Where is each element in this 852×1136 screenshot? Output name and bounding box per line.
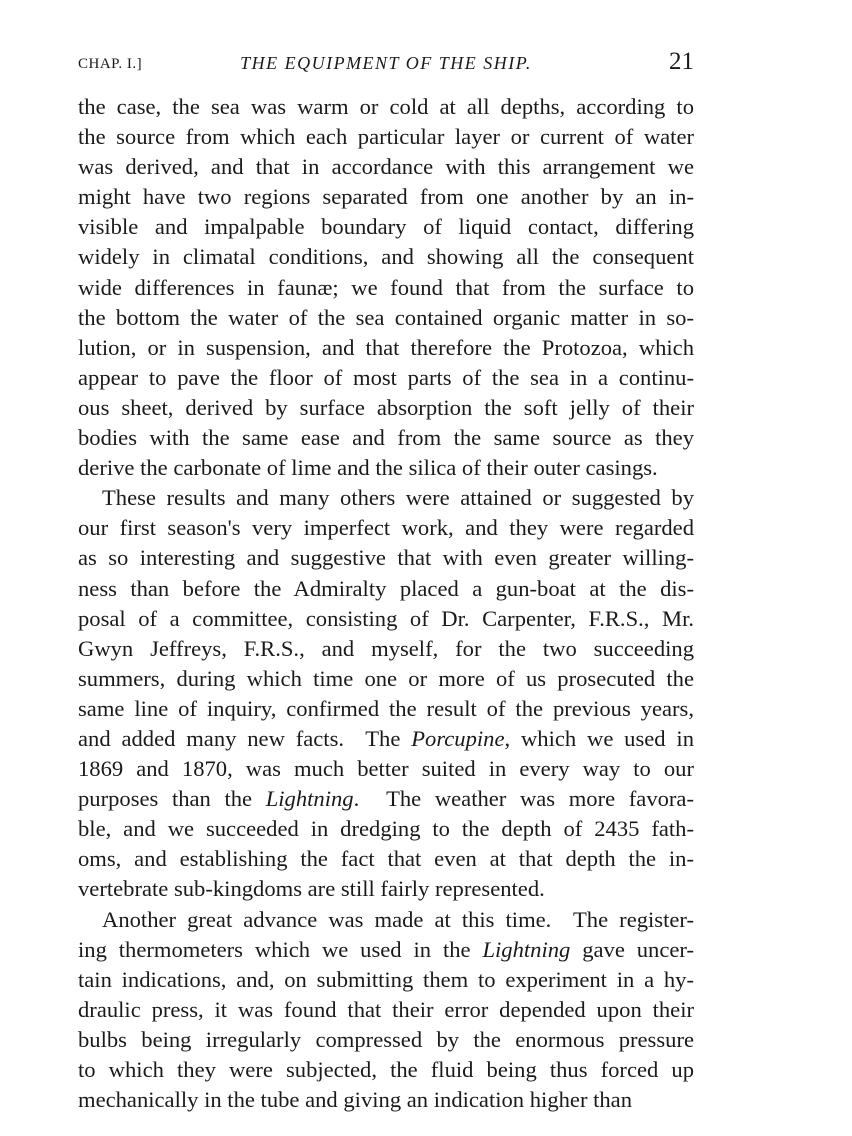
text-line (78, 152, 694, 182)
text-line (78, 694, 694, 724)
text-segment: Another great advance was made at this time. The register- (102, 906, 694, 932)
text-line (78, 543, 694, 573)
text-line (78, 754, 694, 784)
text-line (78, 965, 694, 995)
text-segment: bodies with the same ease and from the same source as they (78, 425, 694, 451)
text-line (78, 513, 694, 543)
text-line (78, 935, 694, 965)
text-segment: the case, the sea was warm or cold at all depths, according to (78, 94, 694, 119)
text-segment: purposes than the (78, 786, 266, 812)
text-line (78, 242, 694, 272)
text-segment: the bottom the water of the sea contained organic matter in so- (78, 304, 694, 330)
text-segment: 1869 and 1870, was much better suited in every way to our (78, 756, 694, 782)
text-segment: mechanically in the tube and giving an indication higher than (78, 1087, 633, 1113)
text-line (78, 604, 694, 634)
text-line (78, 1025, 694, 1055)
text-line (78, 784, 694, 814)
running-header (78, 48, 694, 92)
paragraph (78, 92, 694, 483)
text-line (78, 92, 694, 122)
text-segment: widely in climatal conditions, and showing all the consequent (78, 244, 694, 270)
text-line (78, 664, 694, 694)
page-number: 21 (669, 48, 694, 75)
text-line (78, 303, 694, 333)
text-segment: might have two regions separated from one another by an in- (78, 184, 694, 210)
text-segment: ness than before the Admiralty placed a gun-boat at the dis- (78, 575, 694, 601)
book-page (78, 48, 694, 1115)
text-segment: was derived, and that in accordance with this arrangement we (78, 154, 694, 180)
text-line (78, 333, 694, 363)
text-segment: summers, during which time one or more of us prosecuted the (78, 665, 694, 691)
italic-ship-name: Lightning (482, 936, 571, 962)
text-segment: bulbs being irregularly compressed by the enormous pressure (78, 1026, 694, 1052)
paragraph (78, 905, 694, 1116)
text-segment: ing thermometers which we used in the (78, 936, 483, 962)
italic-ship-name: Lightning (265, 786, 354, 812)
text-line (78, 453, 694, 483)
text-segment: and added many new facts. The (78, 725, 412, 751)
text-segment: same line of inquiry, confirmed the result of the previous years, (78, 695, 694, 721)
text-line (78, 363, 694, 393)
text-line (78, 634, 694, 664)
text-line (78, 1055, 694, 1085)
text-segment: appear to pave the floor of most parts of the sea in a continu- (78, 364, 694, 390)
text-segment: draulic press, it was found that their error depended upon their (78, 996, 694, 1022)
text-line (78, 483, 694, 513)
text-line (78, 393, 694, 423)
paragraph (78, 483, 694, 904)
text-segment: ble, and we succeeded in dredging to the depth of 2435 fath- (78, 816, 694, 842)
text-segment: derive the carbonate of lime and the silica of their outer casings. (78, 455, 658, 481)
text-segment: as so interesting and suggestive that with even greater willing- (78, 545, 694, 571)
text-segment: the source from which each particular layer or current of water (78, 124, 694, 150)
text-line (78, 724, 694, 754)
text-segment: tain indications, and, on submitting them to experiment in a hy- (78, 966, 694, 992)
body-text (78, 92, 694, 1115)
text-line (78, 874, 694, 904)
text-line (78, 905, 694, 935)
text-line (78, 995, 694, 1025)
text-segment: oms, and establishing the fact that even at that depth the in- (78, 846, 694, 872)
text-segment: vertebrate sub-kingdoms are still fairly represented. (78, 876, 545, 902)
text-line (78, 814, 694, 844)
text-line (78, 182, 694, 212)
text-line (78, 574, 694, 604)
italic-ship-name: Porcupine (411, 725, 505, 751)
text-line (78, 212, 694, 242)
chapter-label: CHAP. I.] (78, 56, 143, 72)
text-line (78, 273, 694, 303)
text-line (78, 423, 694, 453)
text-segment: to which they were subjected, the fluid being thus forced up (78, 1057, 694, 1082)
text-segment: , which we used in (504, 725, 695, 751)
text-segment: . The weather was more favora- (353, 786, 694, 812)
running-title: THE EQUIPMENT OF THE SHIP. (240, 53, 532, 73)
text-segment: lution, or in suspension, and that therefore the Protozoa, which (78, 334, 694, 360)
text-line (78, 844, 694, 874)
text-segment: ous sheet, derived by surface absorption the soft jelly of their (78, 394, 694, 420)
text-line (78, 1085, 694, 1115)
text-segment: our first season's very imperfect work, and they were regarded (78, 515, 694, 541)
text-segment: These results and many others were attained or suggested by (102, 485, 694, 511)
text-line (78, 122, 694, 152)
text-segment: gave uncer- (570, 936, 694, 962)
text-segment: posal of a committee, consisting of Dr. Carpenter, F.R.S., Mr. (78, 605, 694, 631)
text-segment: visible and impalpable boundary of liquid contact, differing (78, 214, 694, 240)
text-segment: Gwyn Jeffreys, F.R.S., and myself, for the two succeeding (78, 635, 694, 661)
text-segment: wide differences in faunæ; we found that from the surface to (78, 274, 694, 300)
